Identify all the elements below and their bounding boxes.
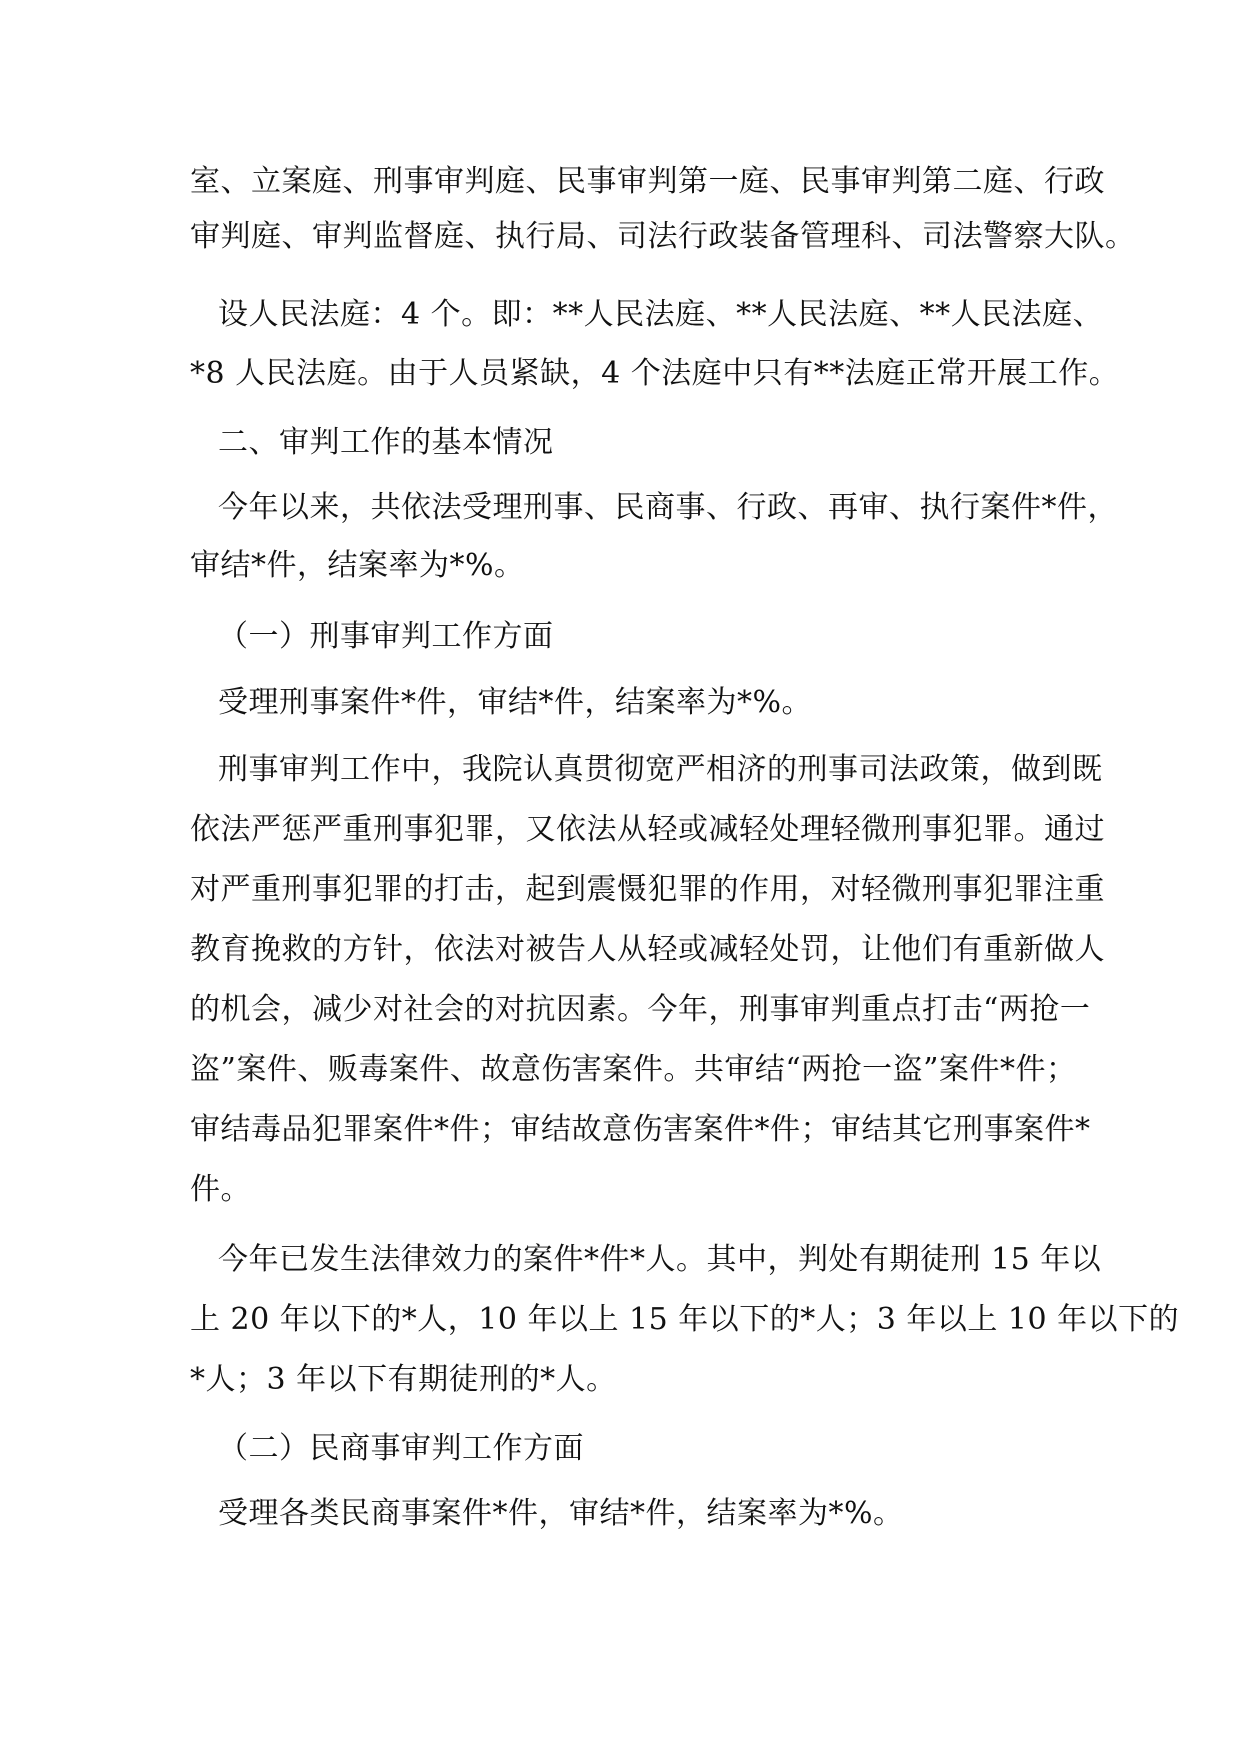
- text-line: 刑事审判工作中，我院认真贯彻宽严相济的刑事司法政策，做到既: [218, 752, 1103, 787]
- text-line: 今年以来，共依法受理刑事、民商事、行政、再审、执行案件*件，: [218, 490, 1118, 525]
- text-line: *8 人民法庭。由于人员紧缺，4 个法庭中只有**法庭正常开展工作。: [190, 356, 1120, 391]
- section-heading: 二、审判工作的基本情况: [218, 425, 554, 460]
- text-line: 件。: [190, 1172, 251, 1207]
- text-line: 今年已发生法律效力的案件*件*人。其中，判处有期徒刑 15 年以: [218, 1242, 1102, 1277]
- text-line: 审结*件，结案率为*%。: [190, 548, 525, 583]
- text-line: 教育挽救的方针，依法对被告人从轻或减轻处罚，让他们有重新做人: [190, 932, 1105, 967]
- text-line: 依法严惩严重刑事犯罪，又依法从轻或减轻处理轻微刑事犯罪。通过: [190, 812, 1105, 847]
- text-line: 的机会，减少对社会的对抗因素。今年，刑事审判重点打击“两抢一: [190, 992, 1091, 1027]
- text-line: 对严重刑事犯罪的打击，起到震慑犯罪的作用，对轻微刑事犯罪注重: [190, 872, 1105, 907]
- text-line: 受理各类民商事案件*件，审结*件，结案率为*%。: [218, 1496, 904, 1531]
- subsection-heading: （二）民商事审判工作方面: [218, 1431, 584, 1466]
- text-line: 室、立案庭、刑事审判庭、民事审判第一庭、民事审判第二庭、行政: [190, 164, 1105, 199]
- text-line: *人；3 年以下有期徒刑的*人。: [190, 1362, 617, 1397]
- text-line: 受理刑事案件*件，审结*件，结案率为*%。: [218, 685, 813, 720]
- text-line: 审判庭、审判监督庭、执行局、司法行政装备管理科、司法警察大队。: [190, 219, 1136, 254]
- text-line: 设人民法庭：4 个。即：**人民法庭、**人民法庭、**人民法庭、: [218, 297, 1104, 332]
- text-line: 审结毒品犯罪案件*件；审结故意伤害案件*件；审结其它刑事案件*: [190, 1112, 1091, 1147]
- subsection-heading: （一）刑事审判工作方面: [218, 619, 554, 654]
- text-line: 盗”案件、贩毒案件、故意伤害案件。共审结“两抢一盗”案件*件；: [190, 1052, 1077, 1087]
- text-line: 上 20 年以下的*人，10 年以上 15 年以下的*人；3 年以上 10 年以下的: [190, 1302, 1180, 1337]
